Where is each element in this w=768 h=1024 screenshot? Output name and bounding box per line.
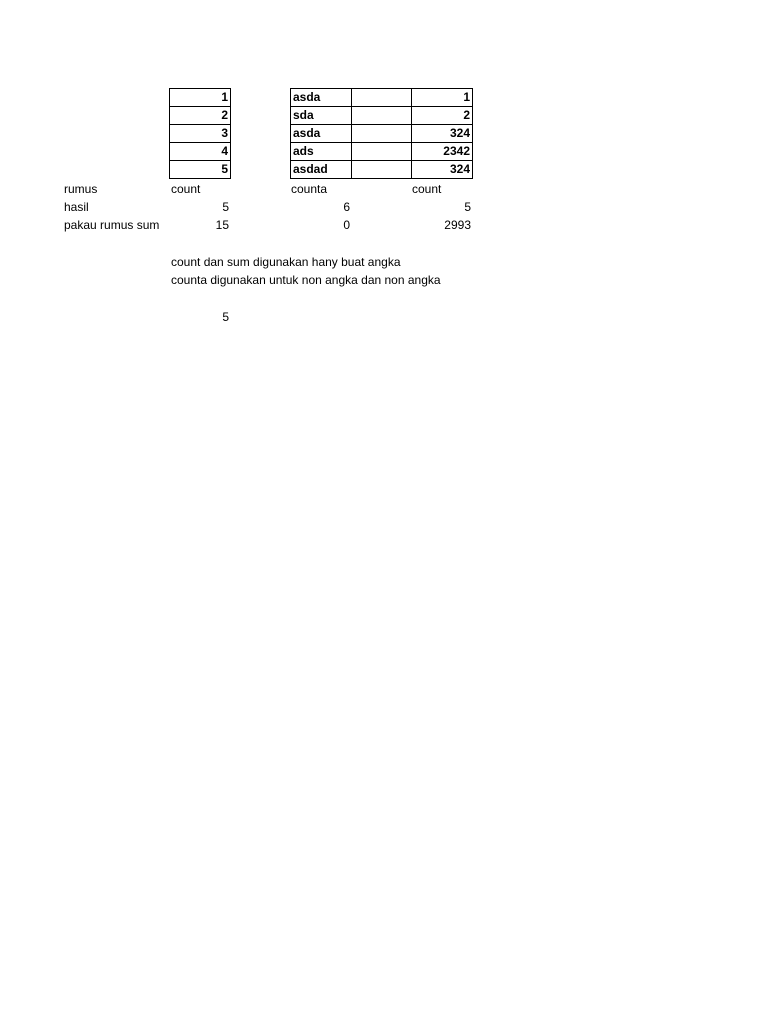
table-cell[interactable]: ads xyxy=(291,143,352,161)
label-hasil[interactable]: hasil xyxy=(64,200,89,214)
table-cell[interactable]: 2 xyxy=(170,107,231,125)
table-row xyxy=(170,125,473,143)
table-row xyxy=(170,107,473,125)
table-cell[interactable] xyxy=(231,143,291,161)
table-cell[interactable]: 3 xyxy=(170,125,231,143)
table-cell[interactable] xyxy=(352,143,412,161)
rumus-count-cell[interactable]: count xyxy=(171,182,201,196)
table-cell[interactable]: 324 xyxy=(412,125,473,143)
table-row xyxy=(170,143,473,161)
label-rumus[interactable]: rumus xyxy=(64,182,98,196)
table-cell[interactable]: 2 xyxy=(412,107,473,125)
hasil-count-value-2[interactable]: 5 xyxy=(464,200,471,214)
table-cell[interactable] xyxy=(352,161,412,179)
table-cell[interactable]: 1 xyxy=(412,89,473,107)
table-cell[interactable] xyxy=(352,107,412,125)
table-cell[interactable]: 4 xyxy=(170,143,231,161)
sum-total-value[interactable]: 2993 xyxy=(444,218,471,232)
table-cell[interactable]: 5 xyxy=(170,161,231,179)
label-pakai-rumus-sum[interactable]: pakau rumus sum xyxy=(64,218,160,232)
table-cell[interactable] xyxy=(352,125,412,143)
note-line-1[interactable]: count dan sum digunakan hany buat angka xyxy=(171,255,401,269)
rumus-count-cell-2[interactable]: count xyxy=(412,182,442,196)
table-cell[interactable]: 2342 xyxy=(412,143,473,161)
table-cell[interactable]: asda xyxy=(291,89,352,107)
table-cell[interactable]: 1 xyxy=(170,89,231,107)
sum-count-value[interactable]: 15 xyxy=(215,218,229,232)
data-table xyxy=(169,88,473,179)
hasil-count-value[interactable]: 5 xyxy=(222,200,229,214)
table-cell[interactable] xyxy=(231,125,291,143)
table-row xyxy=(170,161,473,179)
table-cell[interactable] xyxy=(352,89,412,107)
hasil-counta-value[interactable]: 6 xyxy=(343,200,350,214)
sum-counta-value[interactable]: 0 xyxy=(343,218,350,232)
extra-value-cell[interactable]: 5 xyxy=(222,310,229,324)
table-row xyxy=(170,89,473,107)
table-cell[interactable]: asda xyxy=(291,125,352,143)
table-cell[interactable]: asdad xyxy=(291,161,352,179)
table-cell[interactable] xyxy=(231,161,291,179)
table-cell[interactable] xyxy=(231,89,291,107)
rumus-counta-cell[interactable]: counta xyxy=(291,182,328,196)
table-cell[interactable]: sda xyxy=(291,107,352,125)
table-cell[interactable]: 324 xyxy=(412,161,473,179)
note-line-2[interactable]: counta digunakan untuk non angka dan non angka xyxy=(171,273,441,287)
table-cell[interactable] xyxy=(231,107,291,125)
